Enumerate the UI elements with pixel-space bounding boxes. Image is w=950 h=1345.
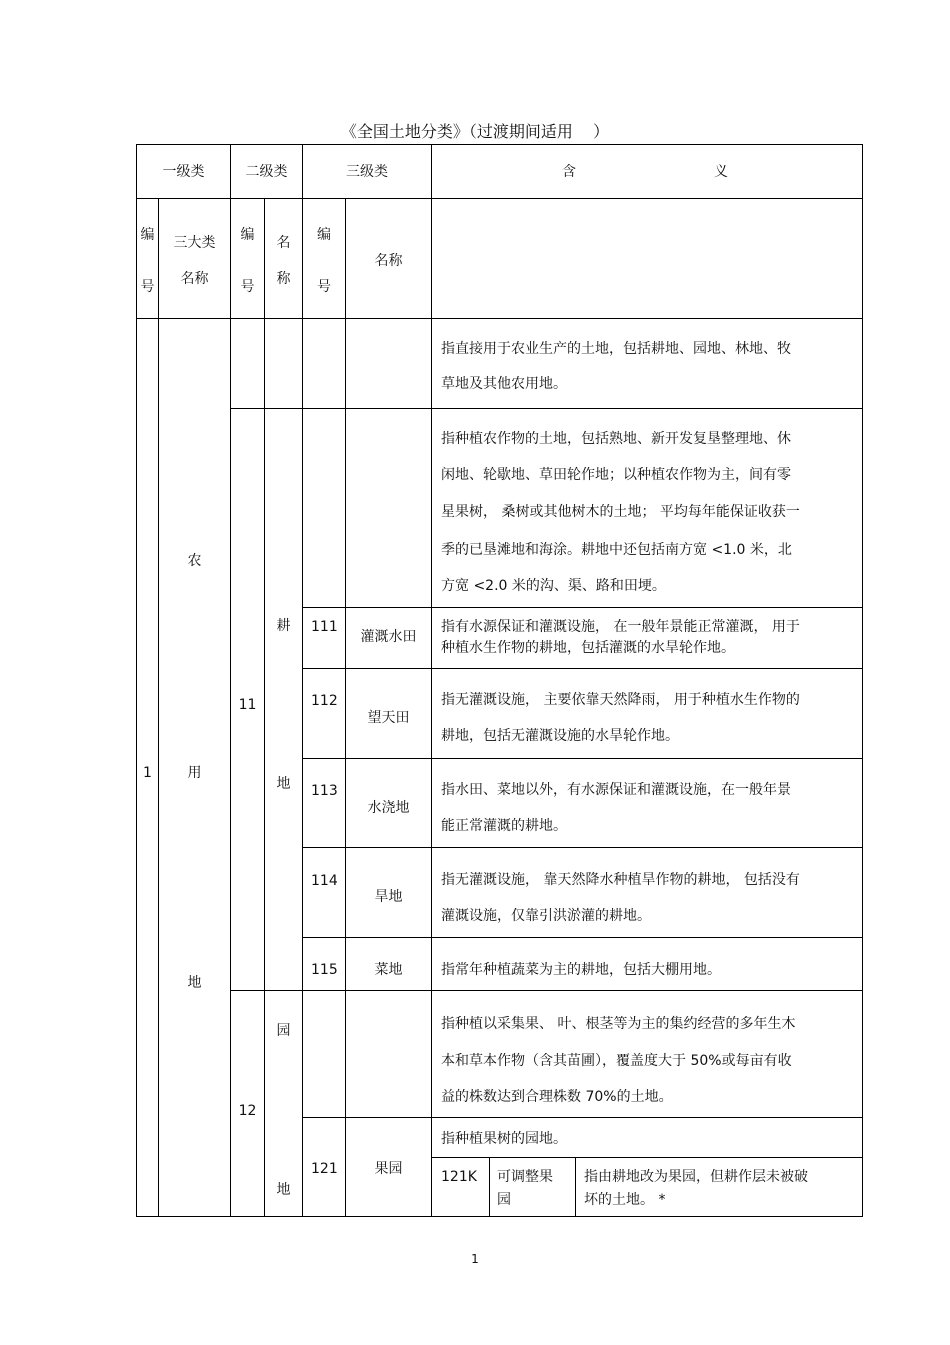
header-level1: 一级类 (162, 164, 205, 180)
name-121k-line-1: 可调整果 (497, 1169, 553, 1185)
cultivated-definition-line-5: 方宽 <2.0 米的沟、渠、路和田埂。 (441, 578, 666, 594)
header-level2: 二级类 (245, 164, 288, 180)
l2-name-yuan: 园 (276, 1023, 291, 1039)
code-121k: 121K (441, 1169, 477, 1185)
header-level3: 三级类 (346, 164, 388, 180)
cultivated-definition-line-2: 闲地、轮歇地、草田轮作地；以种植农作物为主，间有零 (441, 467, 791, 483)
subheader-l1-code-a: 编 (140, 227, 155, 243)
document-title: 《全国土地分类》（过渡期间适用 ） (340, 122, 610, 141)
code-1: 1 (143, 765, 152, 781)
subheader-l3-code-b: 号 (317, 279, 331, 295)
l2-name-geng-di: 地 (276, 776, 291, 792)
farmland-definition-line-2: 草地及其他农用地。 (441, 376, 567, 392)
def-113-line-1: 指水田、菜地以外，有水源保证和灌溉设施，在一般年景 (441, 782, 791, 798)
header-meaning-right: 义 (714, 164, 728, 180)
def-111-line-1: 指有水源保证和灌溉设施， 在一般年景能正常灌溉， 用于 (441, 619, 800, 635)
name-115: 菜地 (374, 962, 403, 978)
subheader-l2-name-b: 称 (276, 271, 291, 287)
name-114: 旱地 (374, 889, 403, 905)
header-meaning-left: 含 (562, 164, 576, 180)
def-121k-line-1: 指由耕地改为果园，但耕作层未被破 (584, 1169, 808, 1185)
name-111: 灌溉水田 (360, 629, 417, 645)
def-114-line-1: 指无灌溉设施， 靠天然降水种植旱作物的耕地， 包括没有 (441, 872, 800, 888)
subheader-l2-code-a: 编 (240, 227, 255, 243)
code-115: 115 (311, 962, 338, 978)
l2-name-yuan-di: 地 (276, 1182, 291, 1198)
subheader-l3-code-a: 编 (317, 227, 331, 243)
subheader-l1-code-b: 号 (140, 279, 155, 295)
def-121k-line-2: 坏的土地。 * (584, 1192, 666, 1208)
code-112: 112 (311, 693, 338, 709)
garden-definition-line-2: 本和草本作物（含其苗圃），覆盖度大于 50%或每亩有收 (441, 1053, 792, 1069)
def-114-line-2: 灌溉设施，仅靠引洪淤灌的耕地。 (441, 908, 651, 924)
cultivated-definition-line-4: 季的已垦滩地和海涂。耕地中还包括南方宽 <1.0 米，北 (441, 542, 792, 558)
def-113-line-2: 能正常灌溉的耕地。 (441, 818, 567, 834)
l2-name-geng: 耕 (276, 618, 291, 634)
subheader-l2-code-b: 号 (240, 279, 255, 295)
l1-name-char-2: 用 (187, 765, 202, 781)
farmland-definition-line-1: 指直接用于农业生产的土地，包括耕地、园地、林地、牧 (441, 341, 791, 357)
page-number: 1 (471, 1252, 479, 1266)
def-115: 指常年种植蔬菜为主的耕地，包括大棚用地。 (441, 962, 721, 978)
l1-name-char-1: 农 (187, 553, 202, 569)
def-111-line-2: 种植水生作物的耕地，包括灌溉的水旱轮作地。 (441, 640, 735, 656)
name-121: 果园 (374, 1161, 403, 1177)
code-114: 114 (311, 873, 338, 889)
subheader-l1-category: 三大类 (173, 235, 216, 251)
code-121: 121 (311, 1161, 338, 1177)
code-111: 111 (311, 619, 338, 635)
name-121k-line-2: 园 (497, 1192, 511, 1208)
garden-definition-line-1: 指种植以采集果、 叶、根茎等为主的集约经营的多年生木 (441, 1016, 796, 1032)
garden-definition-line-3: 益的株数达到合理株数 70%的土地。 (441, 1089, 673, 1105)
cultivated-definition-line-3: 星果树， 桑树或其他树木的土地； 平均每年能保证收获一 (441, 504, 800, 520)
code-11: 11 (238, 697, 257, 713)
def-112-line-1: 指无灌溉设施， 主要依靠天然降雨， 用于种植水生作物的 (441, 692, 800, 708)
subheader-l2-name-a: 名 (276, 235, 291, 251)
def-121: 指种植果树的园地。 (441, 1131, 567, 1147)
l1-name-char-3: 地 (187, 975, 202, 991)
subheader-l1-name: 名称 (180, 271, 209, 287)
cultivated-definition-line-1: 指种植农作物的土地，包括熟地、新开发复垦整理地、休 (441, 431, 791, 447)
subheader-l3-name: 名称 (374, 253, 403, 269)
name-112: 望天田 (367, 710, 410, 726)
code-12: 12 (238, 1103, 257, 1119)
name-113: 水浇地 (367, 800, 410, 816)
def-112-line-2: 耕地，包括无灌溉设施的水旱轮作地。 (441, 728, 679, 744)
code-113: 113 (311, 783, 338, 799)
